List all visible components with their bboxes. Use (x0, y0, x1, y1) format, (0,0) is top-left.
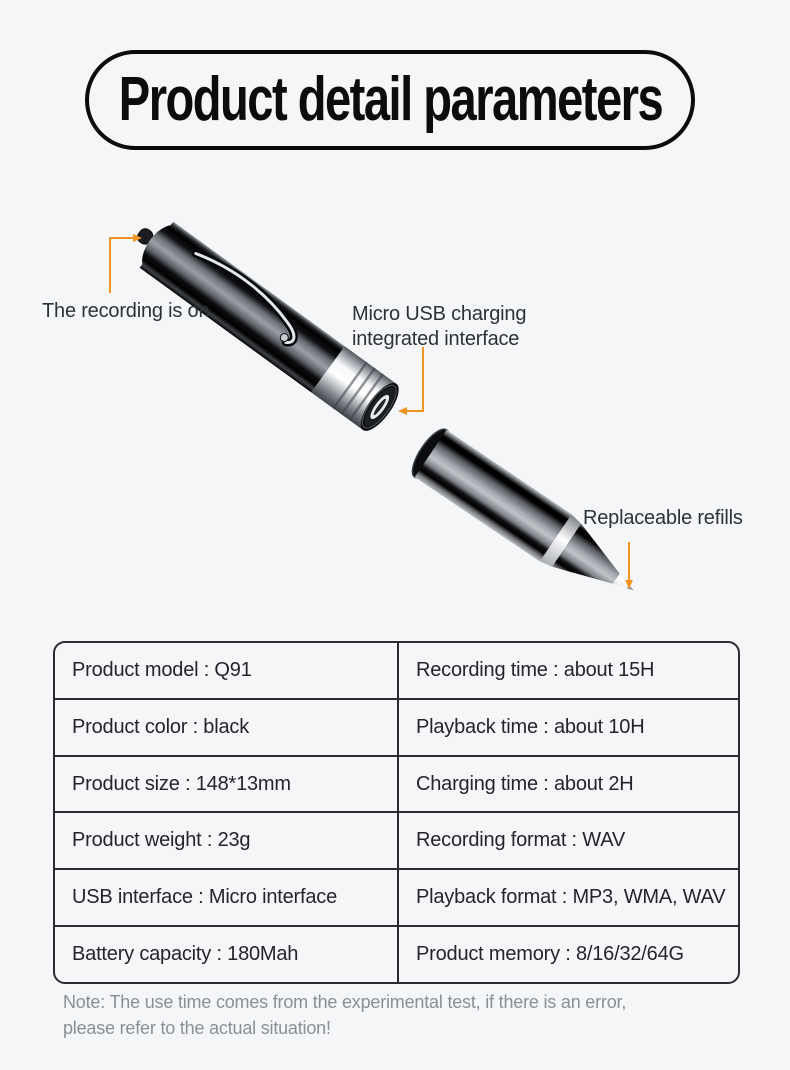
spec-playback-format: Playback format : MP3, WMA, WAV (416, 886, 726, 909)
spec-product-memory: Product memory : 8/16/32/64G (416, 943, 684, 966)
table-row (55, 643, 738, 698)
spec-charging-time: Charging time : about 2H (416, 772, 634, 795)
spec-product-weight: Product weight : 23g (55, 813, 399, 868)
table-row (55, 925, 738, 982)
spec-product-color: Product color : black (55, 700, 399, 755)
spec-battery-capacity: Battery capacity : 180Mah (55, 927, 399, 982)
table-row (55, 698, 738, 755)
spec-product-model: Product model : Q91 (55, 643, 399, 698)
pen-body (415, 430, 572, 562)
callout-line-recording (110, 238, 133, 293)
spec-recording-format: Recording format : WAV (416, 829, 625, 852)
table-row (55, 811, 738, 868)
spec-recording-time: Recording time : about 15H (416, 658, 655, 681)
spec-playback-time: Playback time : about 10H (416, 715, 645, 738)
page-title: Product detail parameters (118, 65, 662, 134)
spec-usb-interface: USB interface : Micro interface (55, 870, 399, 925)
annotation-recording: The recording is on (42, 300, 210, 322)
annotation-usb: Micro USB charging integrated interface (352, 303, 527, 350)
note-text: Note: The use time comes from the experimental test, if there is an error, please refer to the actual situation! (63, 992, 627, 1038)
annotation-refills: Replaceable refills (583, 507, 743, 529)
spec-table (53, 641, 740, 984)
spec-product-size: Product size : 148*13mm (55, 757, 399, 812)
table-row (55, 868, 738, 925)
callout-line-usb (407, 347, 423, 411)
table-row (55, 755, 738, 812)
callout-arrow-usb (398, 407, 407, 415)
